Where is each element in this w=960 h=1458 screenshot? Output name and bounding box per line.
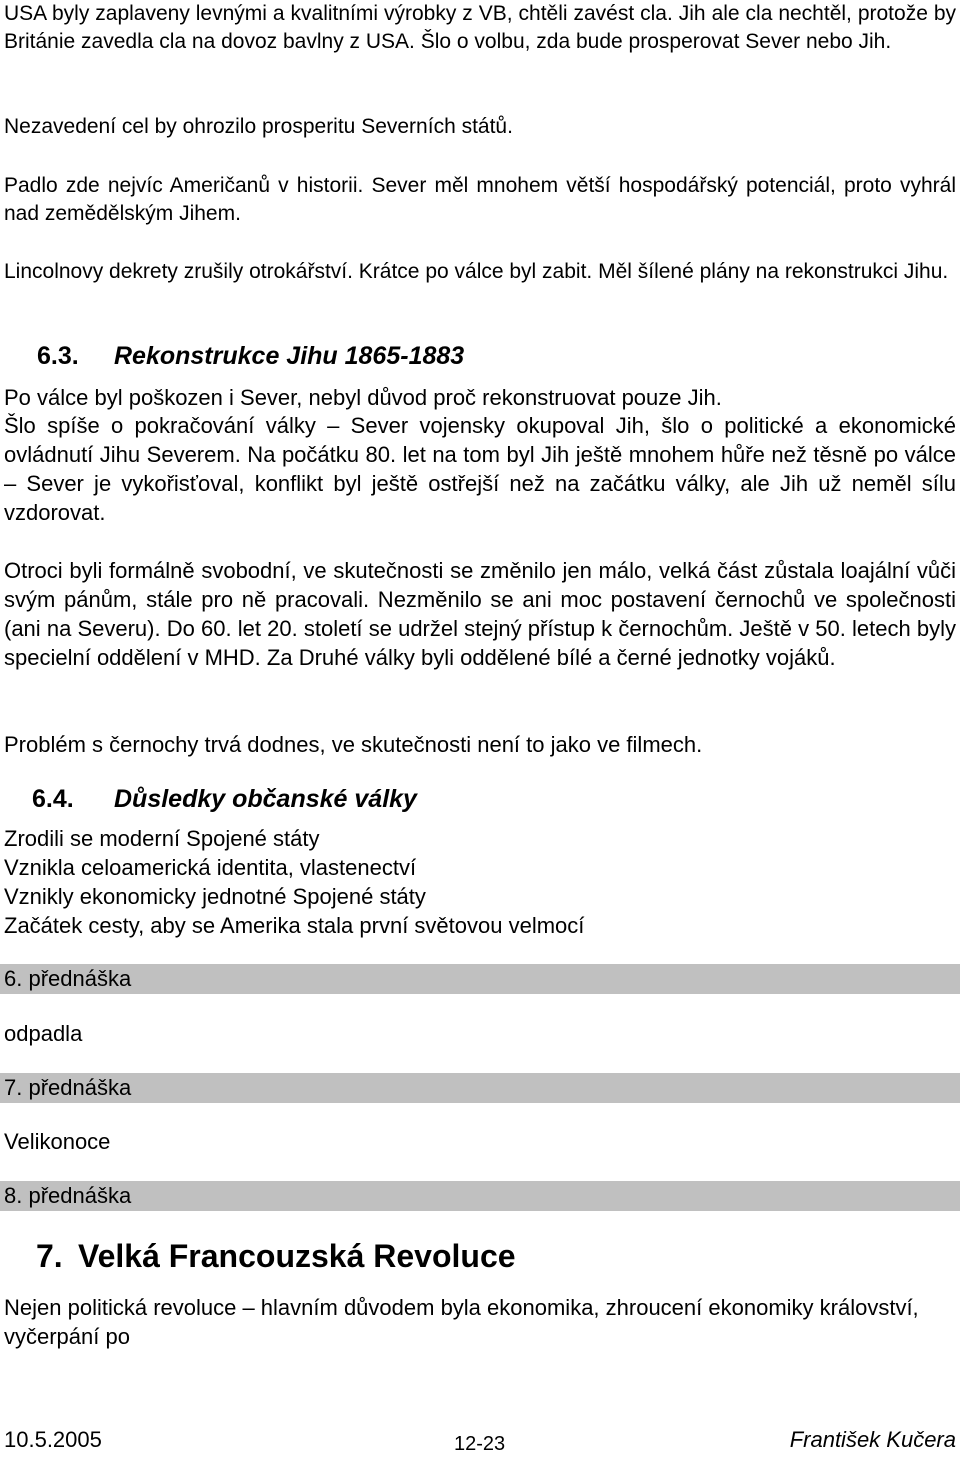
lecture-band-6: 6. přednáška bbox=[0, 964, 960, 994]
list-item: Vznikla celoamerická identita, vlastenectví bbox=[4, 855, 417, 880]
intro-paragraph-3: Padlo zde nejvíc Američanů v historii. Sever měl mnohem větší hospodářský potenciál, proto vyhrál nad zemědělským Jihem. bbox=[4, 174, 956, 225]
section-6-3-paragraph-1: Po válce byl poškozen i Sever, nebyl důvod proč rekonstruovat pouze Jih. bbox=[4, 385, 722, 410]
section-heading-6-4 bbox=[0, 785, 417, 814]
section-title: Důsledky občanské války bbox=[114, 785, 417, 813]
chapter-7-paragraph-1: Nejen politická revoluce – hlavním důvodem byla ekonomika, zhroucení ekonomiky království, vyčerpání po bbox=[4, 1295, 919, 1349]
intro-paragraph-2: Nezavedení cel by ohrozilo prosperitu Severních států. bbox=[4, 115, 513, 138]
chapter-title: Velká Francouzská Revoluce bbox=[78, 1238, 516, 1274]
chapter-number: 7. bbox=[36, 1238, 63, 1274]
lecture-band-7: 7. přednáška bbox=[0, 1073, 960, 1103]
section-number: 6.4. bbox=[32, 785, 74, 813]
footer-date: 10.5.2005 bbox=[4, 1427, 102, 1452]
list-item: Zrodili se moderní Spojené státy bbox=[4, 826, 320, 851]
consequences-list bbox=[4, 824, 956, 940]
section-6-3-paragraph-4: Problém s černochy trvá dodnes, ve skutečnosti není to jako ve filmech. bbox=[4, 732, 703, 757]
chapter-heading-7 bbox=[36, 1238, 516, 1275]
section-title: Rekonstrukce Jihu 1865-1883 bbox=[114, 342, 465, 370]
footer-author: František Kučera bbox=[789, 1427, 956, 1452]
intro-paragraph-1: USA byly zaplaveny levnými a kvalitními výrobky z VB, chtěli zavést cla. Jih ale cla nechtěl, protože by Británie zavedla cla na dovoz bavlny z USA. Šlo o volbu, zda bude prosperovat Sever nebo Jih. bbox=[4, 2, 956, 53]
list-item: Začátek cesty, aby se Amerika stala první světovou velmocí bbox=[4, 913, 585, 938]
lecture-7-note: Velikonoce bbox=[4, 1129, 111, 1154]
section-6-3-paragraph-3: Otroci byli formálně svobodní, ve skutečnosti se změnilo jen málo, velká část zůstala loajální vůči svým pánům, stále pro ně pracovali. Nezměnilo se ani moc postavení černochů ve společnosti (ani na Severu). Do 60. let 20. století se udržel stejný přístup k černochům. Ještě v 50. letech byly specielní oddělení v MHD. Za Druhé války byli oddělené bílé a černé jednotky vojáků. bbox=[4, 558, 956, 670]
intro-paragraph-4: Lincolnovy dekrety zrušily otrokářství. Krátce po válce byl zabit. Měl šílené plány na rekonstrukci Jihu. bbox=[4, 260, 949, 283]
section-heading-6-3 bbox=[0, 342, 464, 371]
section-6-3-paragraph-2: Šlo spíše o pokračování války – Sever vojensky okupoval Jih, šlo o politické a ekonomické ovládnutí Jihu Severem. Na počátku 80. let na tom byl Jih ještě mnohem hůře než těsně po válce – Sever je vykořisťoval, konflikt byl ještě ostřejší než na začátku války, ale Jih už neměl sílu vzdorovat. bbox=[4, 413, 956, 525]
list-item: Vznikly ekonomicky jednotné Spojené státy bbox=[4, 884, 426, 909]
lecture-6-note: odpadla bbox=[4, 1021, 83, 1046]
lecture-band-8: 8. přednáška bbox=[0, 1181, 960, 1211]
section-number: 6.3. bbox=[37, 342, 79, 370]
footer-page-number: 12-23 bbox=[454, 1433, 506, 1455]
